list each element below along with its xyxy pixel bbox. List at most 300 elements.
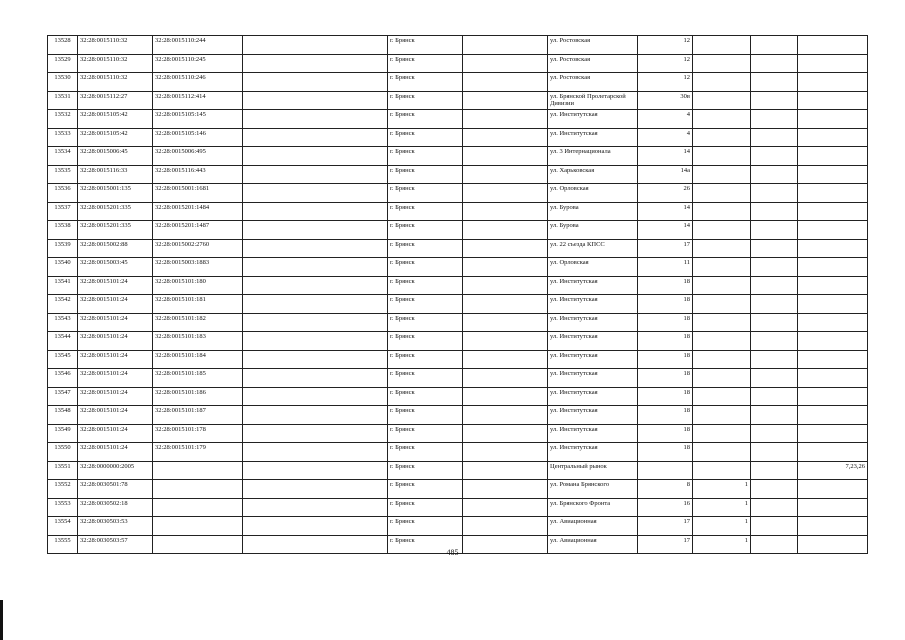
cell-column-10 <box>751 184 798 203</box>
cell-street: ул. Институтская <box>548 406 638 425</box>
cell-land-cadastral-number: 32:28:0015201:335 <box>78 202 153 221</box>
cell-street: ул. Институтская <box>548 128 638 147</box>
cell-land-cadastral-number: 32:28:0030503:57 <box>78 535 153 554</box>
cell-column-9 <box>693 73 751 92</box>
cell-column-11 <box>798 239 868 258</box>
cell-empty <box>243 350 388 369</box>
cell-record-number: 13550 <box>48 443 78 462</box>
cell-column-9 <box>693 276 751 295</box>
table-row <box>48 443 868 462</box>
registry-table-body <box>48 36 868 554</box>
cell-land-cadastral-number: 32:28:0015116:33 <box>78 165 153 184</box>
cell-record-number: 13547 <box>48 387 78 406</box>
cell-empty <box>243 443 388 462</box>
cell-city: г. Брянск <box>388 332 463 351</box>
cell-column-10 <box>751 461 798 480</box>
cell-building-cadastral-number: 32:28:0015112:414 <box>153 91 243 110</box>
cell-land-cadastral-number: 32:28:0015101:24 <box>78 313 153 332</box>
cell-column-11 <box>798 387 868 406</box>
cell-column-9 <box>693 387 751 406</box>
cell-building-cadastral-number: 32:28:0015110:245 <box>153 54 243 73</box>
cell-column-9 <box>693 147 751 166</box>
cell-street: ул. Брянского Фронта <box>548 498 638 517</box>
cell-empty <box>243 295 388 314</box>
cell-column-11 <box>798 498 868 517</box>
cell-house-number: 12 <box>638 36 693 55</box>
cell-building-cadastral-number: 32:28:0015101:179 <box>153 443 243 462</box>
cell-house-number: 16 <box>638 498 693 517</box>
cell-empty <box>463 110 548 129</box>
table-row <box>48 276 868 295</box>
cell-column-11 <box>798 424 868 443</box>
cell-land-cadastral-number: 32:28:0015001:135 <box>78 184 153 203</box>
cell-empty <box>243 498 388 517</box>
cell-building-cadastral-number <box>153 498 243 517</box>
cell-column-10 <box>751 221 798 240</box>
cell-column-10 <box>751 91 798 110</box>
cell-empty <box>243 110 388 129</box>
cell-empty <box>463 498 548 517</box>
cell-house-number: 17 <box>638 517 693 536</box>
cell-column-11 <box>798 480 868 499</box>
cell-street: ул. Институтская <box>548 387 638 406</box>
cell-record-number: 13539 <box>48 239 78 258</box>
cell-column-9 <box>693 165 751 184</box>
cell-land-cadastral-number: 32:28:0015101:24 <box>78 276 153 295</box>
cell-house-number: 18 <box>638 387 693 406</box>
cell-street: Центральный рынок <box>548 461 638 480</box>
cell-house-number: 14а <box>638 165 693 184</box>
cell-empty <box>463 202 548 221</box>
cell-empty <box>243 461 388 480</box>
cell-building-cadastral-number: 32:28:0015110:244 <box>153 36 243 55</box>
cell-empty <box>243 128 388 147</box>
cell-building-cadastral-number: 32:28:0015001:1681 <box>153 184 243 203</box>
cell-house-number: 18 <box>638 276 693 295</box>
cell-street: ул. Ростовская <box>548 73 638 92</box>
cell-house-number: 26 <box>638 184 693 203</box>
cell-record-number: 13541 <box>48 276 78 295</box>
cell-street: ул. Авиационная <box>548 535 638 554</box>
cell-building-cadastral-number: 32:28:0015201:1487 <box>153 221 243 240</box>
cell-record-number: 13531 <box>48 91 78 110</box>
cell-empty <box>243 387 388 406</box>
cell-empty <box>463 258 548 277</box>
cell-empty <box>463 406 548 425</box>
cell-land-cadastral-number: 32:28:0015101:24 <box>78 387 153 406</box>
cell-street: ул. Романа Брянского <box>548 480 638 499</box>
cell-empty <box>463 443 548 462</box>
cell-city: г. Брянск <box>388 406 463 425</box>
cell-column-10 <box>751 313 798 332</box>
cell-house-number: 11 <box>638 258 693 277</box>
cell-column-9 <box>693 443 751 462</box>
cell-column-9 <box>693 202 751 221</box>
cell-city: г. Брянск <box>388 147 463 166</box>
table-row <box>48 110 868 129</box>
cell-empty <box>463 332 548 351</box>
cell-empty <box>243 54 388 73</box>
table-row <box>48 73 868 92</box>
cell-record-number: 13548 <box>48 406 78 425</box>
cell-building-cadastral-number: 32:28:0015201:1484 <box>153 202 243 221</box>
cell-record-number: 13546 <box>48 369 78 388</box>
cell-empty <box>463 184 548 203</box>
cell-city: г. Брянск <box>388 165 463 184</box>
cell-city: г. Брянск <box>388 202 463 221</box>
cell-street: ул. Институтская <box>548 276 638 295</box>
cell-street: ул. Орловская <box>548 258 638 277</box>
cell-empty <box>243 424 388 443</box>
cell-house-number: 18 <box>638 424 693 443</box>
cell-column-10 <box>751 480 798 499</box>
cell-house-number: 4 <box>638 110 693 129</box>
cell-column-11 <box>798 54 868 73</box>
cell-record-number: 13552 <box>48 480 78 499</box>
cell-column-10 <box>751 350 798 369</box>
cell-building-cadastral-number: 32:28:0015002:2760 <box>153 239 243 258</box>
cell-city: г. Брянск <box>388 369 463 388</box>
cell-empty <box>243 202 388 221</box>
cell-column-9 <box>693 128 751 147</box>
cell-column-11 <box>798 147 868 166</box>
cell-house-number: 14 <box>638 147 693 166</box>
cell-empty <box>463 128 548 147</box>
cell-column-11 <box>798 202 868 221</box>
cell-house-number: 18 <box>638 313 693 332</box>
cell-land-cadastral-number: 32:28:0015112:27 <box>78 91 153 110</box>
registry-table <box>47 35 868 554</box>
cell-column-10 <box>751 387 798 406</box>
cell-record-number: 13554 <box>48 517 78 536</box>
cell-building-cadastral-number: 32:28:0015101:184 <box>153 350 243 369</box>
cell-building-cadastral-number <box>153 480 243 499</box>
cell-street: ул. Харьковская <box>548 165 638 184</box>
cell-land-cadastral-number: 32:28:0015201:335 <box>78 221 153 240</box>
cell-street: ул. Институтская <box>548 443 638 462</box>
cell-column-11 <box>798 110 868 129</box>
table-row <box>48 313 868 332</box>
cell-land-cadastral-number: 32:28:0015101:24 <box>78 443 153 462</box>
cell-city: г. Брянск <box>388 36 463 55</box>
page-edge-mark <box>0 600 3 640</box>
cell-column-11 <box>798 258 868 277</box>
cell-land-cadastral-number: 32:28:0015101:24 <box>78 406 153 425</box>
cell-record-number: 13545 <box>48 350 78 369</box>
cell-column-11 <box>798 184 868 203</box>
cell-column-9 <box>693 295 751 314</box>
cell-empty <box>463 239 548 258</box>
cell-street: ул. 3 Интернационала <box>548 147 638 166</box>
cell-column-11 <box>798 332 868 351</box>
cell-building-cadastral-number: 32:28:0015105:145 <box>153 110 243 129</box>
table-row <box>48 517 868 536</box>
cell-street: ул. Институтская <box>548 313 638 332</box>
cell-empty <box>243 276 388 295</box>
cell-record-number: 13534 <box>48 147 78 166</box>
cell-house-number: 17 <box>638 239 693 258</box>
cell-column-10 <box>751 295 798 314</box>
table-row <box>48 128 868 147</box>
cell-land-cadastral-number: 32:28:0015101:24 <box>78 332 153 351</box>
cell-empty <box>243 221 388 240</box>
cell-house-number: 17 <box>638 535 693 554</box>
cell-building-cadastral-number: 32:28:0015101:187 <box>153 406 243 425</box>
cell-house-number: 18 <box>638 369 693 388</box>
cell-record-number: 13543 <box>48 313 78 332</box>
table-row <box>48 424 868 443</box>
cell-empty <box>463 350 548 369</box>
cell-city: г. Брянск <box>388 295 463 314</box>
cell-record-number: 13542 <box>48 295 78 314</box>
cell-city: г. Брянск <box>388 128 463 147</box>
cell-column-9 <box>693 369 751 388</box>
cell-city: г. Брянск <box>388 73 463 92</box>
cell-land-cadastral-number: 32:28:0015002:88 <box>78 239 153 258</box>
cell-record-number: 13530 <box>48 73 78 92</box>
cell-street: ул. Бурова <box>548 202 638 221</box>
cell-record-number: 13553 <box>48 498 78 517</box>
cell-land-cadastral-number: 32:28:0015003:45 <box>78 258 153 277</box>
cell-column-10 <box>751 73 798 92</box>
cell-column-10 <box>751 165 798 184</box>
cell-house-number: 18 <box>638 406 693 425</box>
cell-house-number: 8 <box>638 480 693 499</box>
cell-house-number: 18 <box>638 295 693 314</box>
cell-empty <box>463 369 548 388</box>
cell-column-10 <box>751 54 798 73</box>
table-row <box>48 350 868 369</box>
cell-city: г. Брянск <box>388 461 463 480</box>
cell-land-cadastral-number: 32:28:0015110:32 <box>78 36 153 55</box>
cell-empty <box>463 461 548 480</box>
cell-building-cadastral-number: 32:28:0015003:1883 <box>153 258 243 277</box>
cell-city: г. Брянск <box>388 258 463 277</box>
cell-column-9 <box>693 332 751 351</box>
cell-house-number: 18 <box>638 350 693 369</box>
cell-city: г. Брянск <box>388 480 463 499</box>
cell-empty <box>463 147 548 166</box>
cell-empty <box>463 387 548 406</box>
table-row <box>48 147 868 166</box>
table-row <box>48 202 868 221</box>
table-row <box>48 498 868 517</box>
cell-empty <box>243 184 388 203</box>
cell-city: г. Брянск <box>388 110 463 129</box>
cell-column-9 <box>693 350 751 369</box>
cell-land-cadastral-number: 32:28:0000000:2005 <box>78 461 153 480</box>
cell-empty <box>463 165 548 184</box>
cell-column-9: 1 <box>693 480 751 499</box>
cell-building-cadastral-number: 32:28:0015006:495 <box>153 147 243 166</box>
cell-street: ул. 22 съезда КПСС <box>548 239 638 258</box>
cell-column-11 <box>798 295 868 314</box>
cell-column-11 <box>798 221 868 240</box>
cell-house-number: 12 <box>638 54 693 73</box>
cell-column-10 <box>751 202 798 221</box>
table-row <box>48 369 868 388</box>
cell-column-11 <box>798 443 868 462</box>
table-row <box>48 91 868 110</box>
cell-empty <box>463 517 548 536</box>
table-row <box>48 239 868 258</box>
cell-empty <box>463 73 548 92</box>
cell-empty <box>243 406 388 425</box>
table-row <box>48 387 868 406</box>
cell-empty <box>243 332 388 351</box>
cell-record-number: 13535 <box>48 165 78 184</box>
cell-column-9 <box>693 424 751 443</box>
cell-city: г. Брянск <box>388 221 463 240</box>
cell-column-10 <box>751 128 798 147</box>
cell-column-9 <box>693 239 751 258</box>
cell-empty <box>463 36 548 55</box>
cell-house-number <box>638 461 693 480</box>
table-row <box>48 332 868 351</box>
cell-column-9: 1 <box>693 498 751 517</box>
cell-empty <box>243 480 388 499</box>
cell-record-number: 13540 <box>48 258 78 277</box>
cell-column-11 <box>798 165 868 184</box>
cell-empty <box>243 369 388 388</box>
cell-building-cadastral-number: 32:28:0015105:146 <box>153 128 243 147</box>
cell-street: ул. Орловская <box>548 184 638 203</box>
table-row <box>48 54 868 73</box>
cell-column-9 <box>693 221 751 240</box>
cell-house-number: 30в <box>638 91 693 110</box>
cell-record-number: 13533 <box>48 128 78 147</box>
cell-street: ул. Институтская <box>548 369 638 388</box>
cell-column-11 <box>798 369 868 388</box>
cell-empty <box>243 73 388 92</box>
cell-land-cadastral-number: 32:28:0015101:24 <box>78 369 153 388</box>
cell-city: г. Брянск <box>388 313 463 332</box>
cell-street: ул. Брянской Пролетарской Дивизии <box>548 91 638 110</box>
cell-column-9 <box>693 461 751 480</box>
cell-record-number: 13529 <box>48 54 78 73</box>
cell-land-cadastral-number: 32:28:0015105:42 <box>78 110 153 129</box>
cell-land-cadastral-number: 32:28:0015101:24 <box>78 424 153 443</box>
cell-building-cadastral-number: 32:28:0015110:246 <box>153 73 243 92</box>
cell-city: г. Брянск <box>388 276 463 295</box>
cell-house-number: 18 <box>638 443 693 462</box>
cell-record-number: 13551 <box>48 461 78 480</box>
cell-land-cadastral-number: 32:28:0015101:24 <box>78 350 153 369</box>
cell-house-number: 12 <box>638 73 693 92</box>
cell-land-cadastral-number: 32:28:0015110:32 <box>78 54 153 73</box>
cell-empty <box>243 517 388 536</box>
table-row <box>48 461 868 480</box>
cell-column-9 <box>693 91 751 110</box>
cell-land-cadastral-number: 32:28:0015101:24 <box>78 295 153 314</box>
cell-street: ул. Ростовская <box>548 36 638 55</box>
table-row <box>48 36 868 55</box>
cell-column-10 <box>751 332 798 351</box>
cell-empty <box>243 313 388 332</box>
cell-house-number: 14 <box>638 202 693 221</box>
cell-empty <box>243 36 388 55</box>
cell-building-cadastral-number: 32:28:0015101:183 <box>153 332 243 351</box>
cell-city: г. Брянск <box>388 239 463 258</box>
cell-record-number: 13538 <box>48 221 78 240</box>
cell-column-9 <box>693 258 751 277</box>
table-row <box>48 258 868 277</box>
cell-column-11: 7,23,26 <box>798 461 868 480</box>
cell-house-number: 18 <box>638 332 693 351</box>
cell-empty <box>463 276 548 295</box>
cell-street: ул. Бурова <box>548 221 638 240</box>
cell-empty <box>463 424 548 443</box>
cell-column-10 <box>751 110 798 129</box>
cell-column-9 <box>693 54 751 73</box>
cell-column-11 <box>798 313 868 332</box>
cell-city: г. Брянск <box>388 443 463 462</box>
table-row <box>48 184 868 203</box>
cell-land-cadastral-number: 32:28:0015105:42 <box>78 128 153 147</box>
cell-street: ул. Институтская <box>548 424 638 443</box>
cell-building-cadastral-number: 32:28:0015116:443 <box>153 165 243 184</box>
cell-column-11 <box>798 91 868 110</box>
cell-column-10 <box>751 424 798 443</box>
cell-city: г. Брянск <box>388 498 463 517</box>
cell-record-number: 13536 <box>48 184 78 203</box>
cell-building-cadastral-number: 32:28:0015101:181 <box>153 295 243 314</box>
cell-street: ул. Институтская <box>548 295 638 314</box>
cell-building-cadastral-number: 32:28:0015101:186 <box>153 387 243 406</box>
cell-building-cadastral-number: 32:28:0015101:185 <box>153 369 243 388</box>
cell-empty <box>243 258 388 277</box>
cell-column-10 <box>751 276 798 295</box>
table-row <box>48 295 868 314</box>
cell-column-11 <box>798 128 868 147</box>
cell-column-10 <box>751 239 798 258</box>
cell-column-11 <box>798 517 868 536</box>
cell-house-number: 14 <box>638 221 693 240</box>
cell-record-number: 13549 <box>48 424 78 443</box>
cell-empty <box>463 54 548 73</box>
cell-land-cadastral-number: 32:28:0030503:53 <box>78 517 153 536</box>
cell-column-9 <box>693 184 751 203</box>
cell-record-number: 13532 <box>48 110 78 129</box>
cell-empty <box>463 313 548 332</box>
cell-column-11 <box>798 276 868 295</box>
cell-record-number: 13528 <box>48 36 78 55</box>
page-number: 485 <box>446 548 459 557</box>
cell-land-cadastral-number: 32:28:0030502:18 <box>78 498 153 517</box>
cell-column-10 <box>751 36 798 55</box>
cell-column-9 <box>693 36 751 55</box>
cell-street: ул. Ростовская <box>548 54 638 73</box>
cell-house-number: 4 <box>638 128 693 147</box>
cell-column-10 <box>751 406 798 425</box>
cell-record-number: 13544 <box>48 332 78 351</box>
cell-empty <box>243 91 388 110</box>
cell-column-11 <box>798 350 868 369</box>
cell-street: ул. Институтская <box>548 350 638 369</box>
cell-street: ул. Институтская <box>548 332 638 351</box>
cell-building-cadastral-number <box>153 461 243 480</box>
cell-city: г. Брянск <box>388 54 463 73</box>
cell-building-cadastral-number: 32:28:0015101:182 <box>153 313 243 332</box>
cell-column-10 <box>751 258 798 277</box>
cell-empty <box>463 295 548 314</box>
cell-empty <box>463 221 548 240</box>
cell-record-number: 13537 <box>48 202 78 221</box>
cell-city: г. Брянск <box>388 517 463 536</box>
cell-column-10 <box>751 498 798 517</box>
cell-empty <box>463 91 548 110</box>
cell-column-9: 1 <box>693 535 751 554</box>
